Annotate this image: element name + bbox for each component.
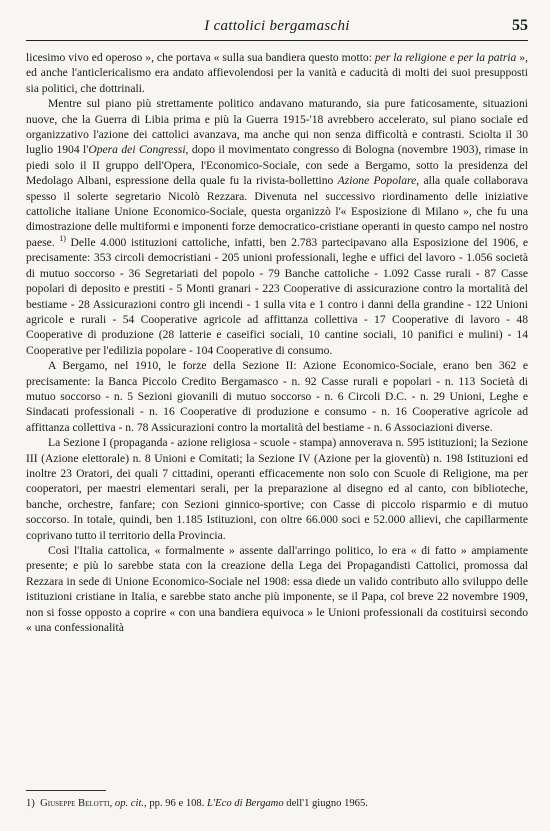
paragraph-2 [26,96,528,358]
paragraph-4: La Sezione I (propaganda - azione religiosa - scuole - stampa) annoverava n. 595 istituzioni; la Sezione III (Azione elettorale) n. 8 Unioni e Comitati; la Sezione IV (Azione per la gioventù) n. 198 Istituzioni ed inoltre 23 Oratori, dei quali 7 cittadini, operanti efficacemente non solo con Scuole di Religione, ma per cooperatori, per maestri elementari serali, per la preparazione al disegno ed al canto, con biblioteche, banche, orchestre, fanfare; con Sezioni ginnico-sportive; con Casse di piccolo risparmio e di mutuo soccorso. In totale, quindi, ben 1.185 Istituzioni, con oltre 66.000 soci e 52.000 allievi, che capillarmente coprivano tutto il territorio della Provincia. [26,436,528,542]
footnote-divider [26,790,106,791]
page-number: 55 [512,17,528,34]
p1-text-c: », ed anche l'anticlericalismo era andato affievolendosi per la vanità e caducità di molti dei suoi presupposti sia politici, che dottrinali. [26,51,528,95]
p2-text-f: Delle 4.000 istituzioni cattoliche, infatti, ben 2.783 partecipavano alla Esposizione del 1906, e precisamente: 353 circoli democristiani - 205 unioni professionali, leghe e uffici del lavoro - 1.056 società di mutuo soccorso - 36 Segretariati del popolo - 79 Banche cattoliche - 1.092 Casse rurali - 87 Casse popolari di deposito e prestiti - 5 Monti granari - 223 Cooperative di assicurazione contro la mortalità del bestiame - 28 Assicurazioni contro gli incendi - 1 sulla vita e 1 contro i danni della grandine - 122 Unioni agricole e rurali - 54 Cooperative agricole ad affittanza collettiva - 17 Cooperative di lavoro - 48 Cooperative di produzione (28 latterie e caseifici sociali, 10 cantine sociali, 10 panifici e mulini) - 14 Cooperative per l'edilizia popolare - 104 Cooperative di consumo. [26,235,529,357]
footnote-op-cit: op. cit. [114,798,145,809]
footnote-date: dell'1 giugno 1965. [283,798,368,809]
footnote-reference[interactable]: 1) [59,234,66,244]
footnote: 1) Giuseppe Belotti, op. cit., pp. 96 e 108. L'Eco di Bergamo dell'1 giugno 1965. [26,798,368,809]
p2-italic-azione: Azione Popolare [337,174,417,188]
p2-italic-opera: Opera dei Congressi [88,143,186,157]
footnote-journal: L'Eco di Bergamo [207,798,284,809]
footnote-mark: 1) [26,798,35,809]
paragraph-3: A Bergamo, nel 1910, le forze della Sezione II: Azione Economico-Sociale, erano ben 362 e precisamente: la Banca Piccolo Credito Bergamasco - n. 92 Casse rurali e popolari - n. 113 Società di mutuo soccorso - n. 5 Sezioni giovanili di mutuo soccorso - n. 6 Circoli D.C. - n. 29 Unioni, Leghe e Sindacati professionali - n. 16 Cooperative di produzione e consumo - n. 16 Cooperative agricole ad affittanza collettiva - n. 78 Assicurazioni contro la mortalità del bestiame - n. 6 Associazioni diverse. [26,359,528,434]
paragraph-5: Così l'Italia cattolica, « formalmente » assente dall'arringo politico, lo era « di fatto » ampiamente presente; e più lo sarebbe stata con la creazione della Lega dei Propagandisti Cattolici, promossa dal Rezzara in sede di Unione Economico-Sociale nel 1908: essa diede un valido contributo allo sviluppo delle istituzioni cristiane in Italia, e sarebbe stato anche più imponente, se il Papa, col breve 22 novembre 1909, non si fosse opposto a coprire « con una bandiera equivoca » le Unioni professionali da costituirsi secondo « una confessionalità [26,544,528,635]
page-header [26,14,528,41]
footnote-author: Giuseppe Belotti [40,798,110,809]
p2-text-a: Mentre sul piano più strettamente politico andavano maturando, sia pure faticosamente, situazioni nuove, che la Guerra di Libia prima e più la Guerra 1915-'18 avrebbero accelerato, sul piano sociale ed organizzativo l'azione dei cattolici avanzava, ma anche qui non senza difficoltà e contrasti. Sciolta il 30 luglio 1904 l' [26,97,528,157]
paragraph-1 [26,50,528,96]
running-title: I cattolici bergamaschi [204,18,350,34]
p2-text-e: , alla quale collaborava spesso il solerte segretario Nicolò Rezzara. Divenuta nel successivo riordinamento delle iniziative cattoliche italiane Unione Economico-Sociale, questa organizzò l'« Esposizione di Milano », che fu una dimostrazione delle multiformi e imponenti forze democratico-cristiane operanti in questo campo nel nostro paese. [26,174,529,249]
p1-italic-motto: per la religione e per la patria [374,51,517,64]
body-text [26,50,528,635]
footnote-pages: , pp. 96 e 108. [144,798,208,809]
p1-text-a: licesimo vivo ed operoso », che portava « sulla sua bandiera questo motto: [26,51,375,64]
p2-text-c: , dopo il movimentato congresso di Bologna (novembre 1903), rimase in piedi solo il II gruppo dell'Opera, l'Economico-Sociale, con sede a Bergamo, sotto la presidenza del Medolago Albani, espressione della quale fu la rivista-bollettino [26,143,528,188]
